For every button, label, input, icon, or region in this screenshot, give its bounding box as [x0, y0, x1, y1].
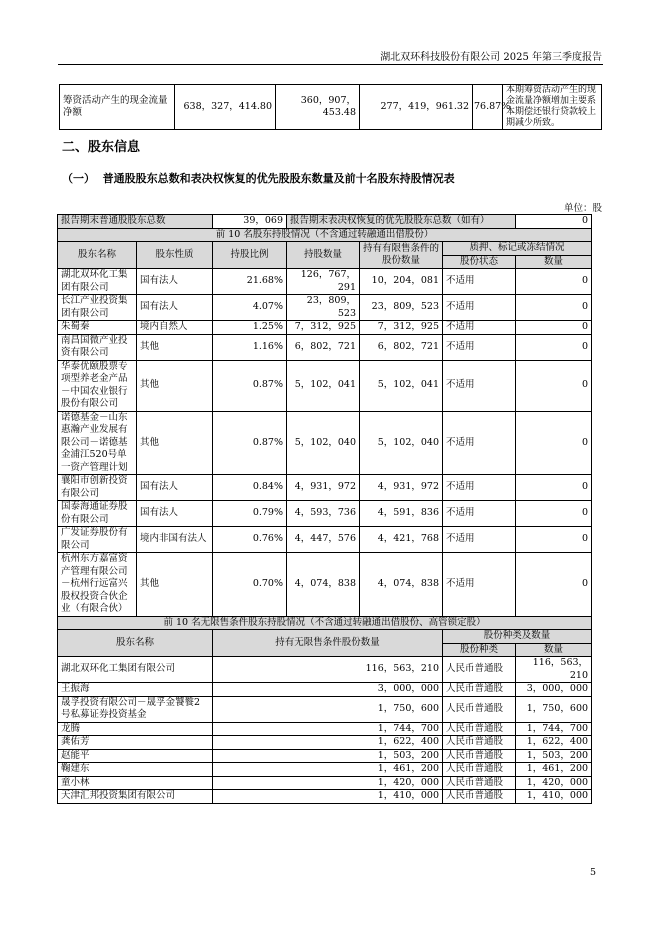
table-row: [58, 334, 592, 360]
pledge-status: 不适用: [443, 501, 516, 527]
pledge-qty: 0: [516, 501, 592, 527]
holder-count: 116，563，210: [213, 657, 443, 683]
shareholder-ratio: 1.16%: [213, 334, 287, 360]
shareholder-nature: 其他: [137, 411, 213, 475]
shareholder-ratio: 1.25%: [213, 321, 287, 335]
header-qty: 数量: [516, 643, 592, 657]
share-type: 人民币普通股: [443, 763, 516, 777]
shareholder-count: 7，312，925: [287, 321, 360, 335]
share-qty: 1，461，200: [516, 763, 592, 777]
share-type: 人民币普通股: [443, 790, 516, 804]
holder-count: 1，410，000: [213, 790, 443, 804]
header-ratio: 持股比例: [213, 242, 287, 269]
pledge-status: 不适用: [443, 553, 516, 617]
holder-count: 1，750，600: [213, 696, 443, 722]
section-title: 二、股东信息: [62, 140, 141, 155]
shareholder-nature: 国有法人: [137, 269, 213, 295]
table-row: [58, 763, 592, 777]
shareholder-nature: 国有法人: [137, 501, 213, 527]
holder-name: 童小林: [58, 776, 213, 790]
cashflow-table: [59, 84, 602, 130]
header-qty: 数量: [516, 255, 592, 269]
table-row: [58, 527, 592, 553]
shareholder-count: 4，447，576: [287, 527, 360, 553]
summary-label-1: 报告期末普通股股东总数: [58, 215, 213, 229]
shareholder-nature: 境内自然人: [137, 321, 213, 335]
share-qty: 1，622，400: [516, 736, 592, 750]
summary-value-2: 0: [516, 215, 592, 229]
pledge-qty: 0: [516, 334, 592, 360]
table-row: [58, 696, 592, 722]
holder-count: 1，503，200: [213, 749, 443, 763]
table-row: [58, 683, 592, 697]
cashflow-reason: 本期筹资活动产生的现金流量净额增加主要系本期偿还银行贷款较上期减少所致。: [503, 85, 602, 130]
shareholder-name: 诺德基金－山东惠瀚产业发展有限公司－诺德基金浦江520号单一资产管理计划: [58, 411, 137, 475]
shareholder-count: 5，102，040: [287, 411, 360, 475]
header-name: 股东名称: [58, 242, 137, 269]
unrestricted-caption-row: [58, 616, 592, 630]
holder-count: 1，461，200: [213, 763, 443, 777]
table-row: [58, 776, 592, 790]
shareholder-nature: 国有法人: [137, 475, 213, 501]
shareholder-count: 6，802，721: [287, 334, 360, 360]
share-type: 人民币普通股: [443, 749, 516, 763]
pledge-qty: 0: [516, 321, 592, 335]
shareholder-count: 4，593，736: [287, 501, 360, 527]
shareholder-ratio: 0.79%: [213, 501, 287, 527]
shareholder-restricted: 6，802，721: [360, 334, 443, 360]
shareholder-name: 朱蜀秦: [58, 321, 137, 335]
shareholder-ratio: 0.84%: [213, 475, 287, 501]
shareholder-restricted: 5，102，041: [360, 360, 443, 411]
page-number: 5: [589, 867, 596, 878]
share-type: 人民币普通股: [443, 657, 516, 683]
header-nature: 股东性质: [137, 242, 213, 269]
pledge-qty: 0: [516, 269, 592, 295]
table-row: [58, 736, 592, 750]
shareholder-nature: 国有法人: [137, 295, 213, 321]
shareholder-name: 华泰优颐股票专项型养老金产品－中国农业银行股份有限公司: [58, 360, 137, 411]
holder-name: 王振海: [58, 683, 213, 697]
pledge-qty: 0: [516, 411, 592, 475]
header-pledge: 质押、标记或冻结情况: [443, 242, 592, 256]
header-status: 股份状态: [443, 255, 516, 269]
pledge-qty: 0: [516, 295, 592, 321]
cashflow-current: 638，327，414.80: [175, 85, 276, 130]
holder-name: 龚佑芳: [58, 736, 213, 750]
shareholder-restricted: 4，931，972: [360, 475, 443, 501]
holder-name: 天津汇邦投资集团有限公司: [58, 790, 213, 804]
shareholder-restricted: 4，591，836: [360, 501, 443, 527]
shareholder-restricted: 4，074，838: [360, 553, 443, 617]
shareholder-count: 126，767，291: [287, 269, 360, 295]
pledge-status: 不适用: [443, 475, 516, 501]
table-row: [58, 295, 592, 321]
cashflow-prior: 360，907，453.48: [276, 85, 360, 130]
shareholder-nature: 其他: [137, 360, 213, 411]
table-row: [58, 269, 592, 295]
shareholder-ratio: 0.70%: [213, 553, 287, 617]
summary-row: [58, 215, 592, 229]
shareholder-count: 23，809，523: [287, 295, 360, 321]
header-count: 持股数量: [287, 242, 360, 269]
table-row: [58, 501, 592, 527]
shareholder-count: 4，931，972: [287, 475, 360, 501]
shareholder-name: 国泰海通证券股份有限公司: [58, 501, 137, 527]
table-row: [58, 360, 592, 411]
share-type: 人民币普通股: [443, 696, 516, 722]
shareholder-ratio: 0.76%: [213, 527, 287, 553]
header-count: 持有无限售条件股份数量: [213, 630, 443, 657]
pledge-qty: 0: [516, 527, 592, 553]
share-type: 人民币普通股: [443, 722, 516, 736]
shareholder-nature: 其他: [137, 334, 213, 360]
shareholder-nature: 境内非国有法人: [137, 527, 213, 553]
pledge-status: 不适用: [443, 334, 516, 360]
holder-count: 3，000，000: [213, 683, 443, 697]
shareholder-restricted: 7，312，925: [360, 321, 443, 335]
summary-label-2: 报告期末表决权恢复的优先股股东总数（如有）: [287, 215, 516, 229]
share-qty: 1，420，000: [516, 776, 592, 790]
share-type: 人民币普通股: [443, 736, 516, 750]
shareholder-ratio: 0.87%: [213, 360, 287, 411]
top10-header-row: [58, 242, 592, 256]
shareholder-restricted: 23，809，523: [360, 295, 443, 321]
shareholder-name: 长江产业投资集团有限公司: [58, 295, 137, 321]
shareholder-name: 广发证券股份有限公司: [58, 527, 137, 553]
holder-name: 鞠建东: [58, 763, 213, 777]
subsection-title: （一） 普通股股东总数和表决权恢复的优先股股东数量及前十名股东持股情况表: [62, 172, 455, 185]
header-restricted: 持有有限售条件的股份数量: [360, 242, 443, 269]
table-row: [60, 85, 602, 130]
table-row: [58, 722, 592, 736]
share-type: 人民币普通股: [443, 776, 516, 790]
share-qty: 1，503，200: [516, 749, 592, 763]
unrestricted-caption: 前 10 名无限售条件股东持股情况（不含通过转融通出借股份、高管锁定股）: [58, 616, 592, 630]
pledge-qty: 0: [516, 553, 592, 617]
cashflow-label: 筹资活动产生的现金流量净额: [60, 85, 175, 130]
pledge-status: 不适用: [443, 295, 516, 321]
holder-name: 龙腾: [58, 722, 213, 736]
shareholder-count: 4，074，838: [287, 553, 360, 617]
pledge-qty: 0: [516, 360, 592, 411]
cashflow-change: 277，419，961.32: [360, 85, 473, 130]
cashflow-pct: 76.87%: [473, 85, 503, 130]
table-row: [58, 411, 592, 475]
page-header: 湖北双环科技股份有限公司 2025 年第三季度报告: [380, 52, 602, 63]
shareholder-name: 湖北双环化工集团有限公司: [58, 269, 137, 295]
shareholder-name: 南昌国微产业投资有限公司: [58, 334, 137, 360]
pledge-status: 不适用: [443, 527, 516, 553]
header-type: 股份种类: [443, 643, 516, 657]
share-qty: 3，000，000: [516, 683, 592, 697]
share-type: 人民币普通股: [443, 683, 516, 697]
pledge-status: 不适用: [443, 411, 516, 475]
unit-label: 单位：股: [563, 203, 602, 214]
summary-value-1: 39，069: [213, 215, 287, 229]
share-qty: 1，410，000: [516, 790, 592, 804]
shareholder-table: [57, 214, 592, 804]
table-row: [58, 475, 592, 501]
holder-name: 晟孚投资有限公司－晟孚金饕餮2号私募证券投资基金: [58, 696, 213, 722]
holder-count: 1，744，700: [213, 722, 443, 736]
unrestricted-header-row: [58, 630, 592, 644]
table-row: [58, 749, 592, 763]
pledge-qty: 0: [516, 475, 592, 501]
shareholder-name: 杭州东方嘉富资产管理有限公司－杭州行远富兴股权投资合伙企业（有限合伙）: [58, 553, 137, 617]
table-row: [58, 790, 592, 804]
top10-caption: 前 10 名股东持股情况（不含通过转融通出借股份）: [58, 228, 592, 242]
holder-name: 赵能平: [58, 749, 213, 763]
shareholder-ratio: 0.87%: [213, 411, 287, 475]
shareholder-nature: 其他: [137, 553, 213, 617]
shareholder-restricted: 5，102，040: [360, 411, 443, 475]
share-qty: 116，563，210: [516, 657, 592, 683]
table-row: [58, 553, 592, 617]
shareholder-name: 襄阳市创新投资有限公司: [58, 475, 137, 501]
shareholder-count: 5，102，041: [287, 360, 360, 411]
shareholder-restricted: 4，421，768: [360, 527, 443, 553]
holder-count: 1，622，400: [213, 736, 443, 750]
table-row: [58, 321, 592, 335]
header-rule: [58, 64, 603, 65]
header-name: 股东名称: [58, 630, 213, 657]
share-qty: 1，744，700: [516, 722, 592, 736]
holder-name: 湖北双环化工集团有限公司: [58, 657, 213, 683]
shareholder-ratio: 4.07%: [213, 295, 287, 321]
top10-caption-row: [58, 228, 592, 242]
shareholder-restricted: 10，204，081: [360, 269, 443, 295]
pledge-status: 不适用: [443, 321, 516, 335]
holder-count: 1，420，000: [213, 776, 443, 790]
share-qty: 1，750，600: [516, 696, 592, 722]
table-row: [58, 657, 592, 683]
shareholder-ratio: 21.68%: [213, 269, 287, 295]
pledge-status: 不适用: [443, 269, 516, 295]
pledge-status: 不适用: [443, 360, 516, 411]
header-class-group: 股份种类及数量: [443, 630, 592, 644]
